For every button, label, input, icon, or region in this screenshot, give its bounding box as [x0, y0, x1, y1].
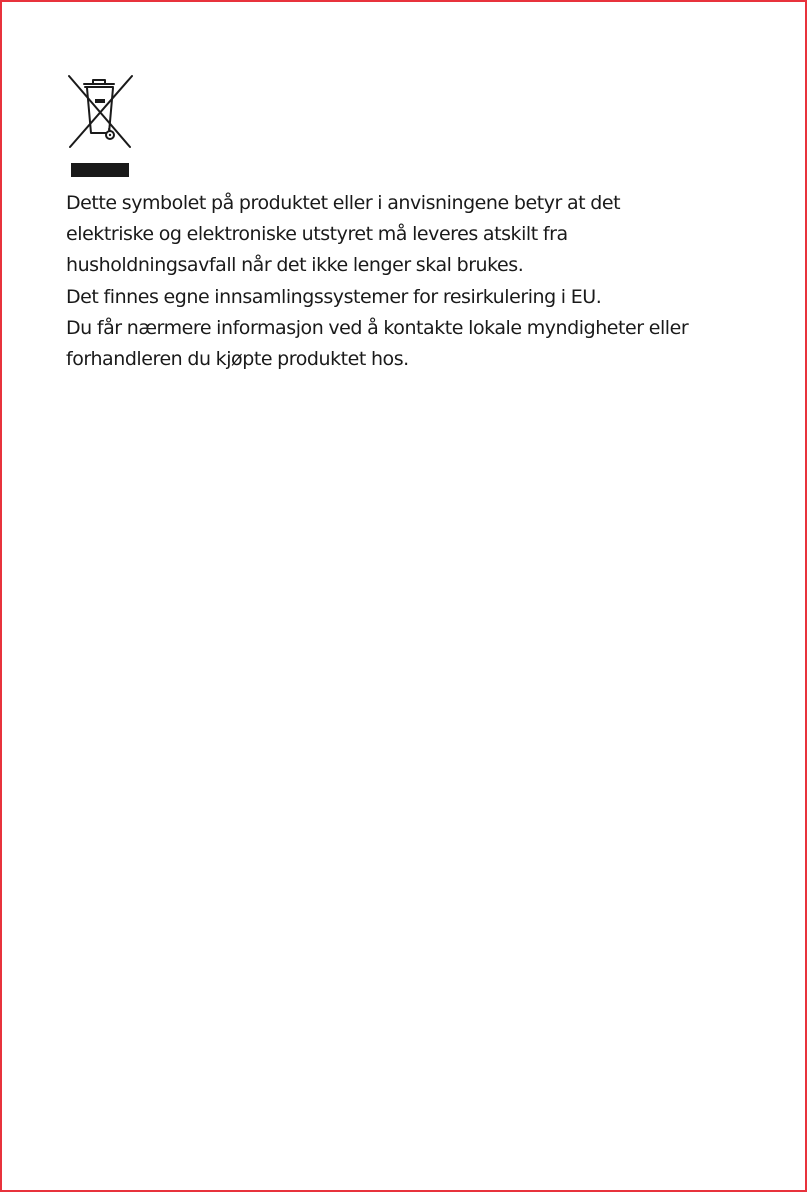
notice-line: husholdningsavfall når det ikke lenger skal brukes.: [66, 254, 524, 277]
notice-line: forhandleren du kjøpte produktet hos.: [66, 348, 409, 371]
notice-line: Det finnes egne innsamlingssystemer for resirkulering i EU.: [66, 285, 602, 308]
crossed-out-wheeled-bin-icon: [66, 73, 136, 179]
notice-line: elektriske og elektroniske utstyret må leveres atskilt fra: [66, 223, 568, 246]
disposal-notice-text: [66, 188, 786, 375]
notice-line: Du får nærmere informasjon ved å kontakte lokale myndigheter eller: [66, 316, 689, 339]
notice-line: Dette symbolet på produktet eller i anvisningene betyr at det: [66, 192, 621, 214]
